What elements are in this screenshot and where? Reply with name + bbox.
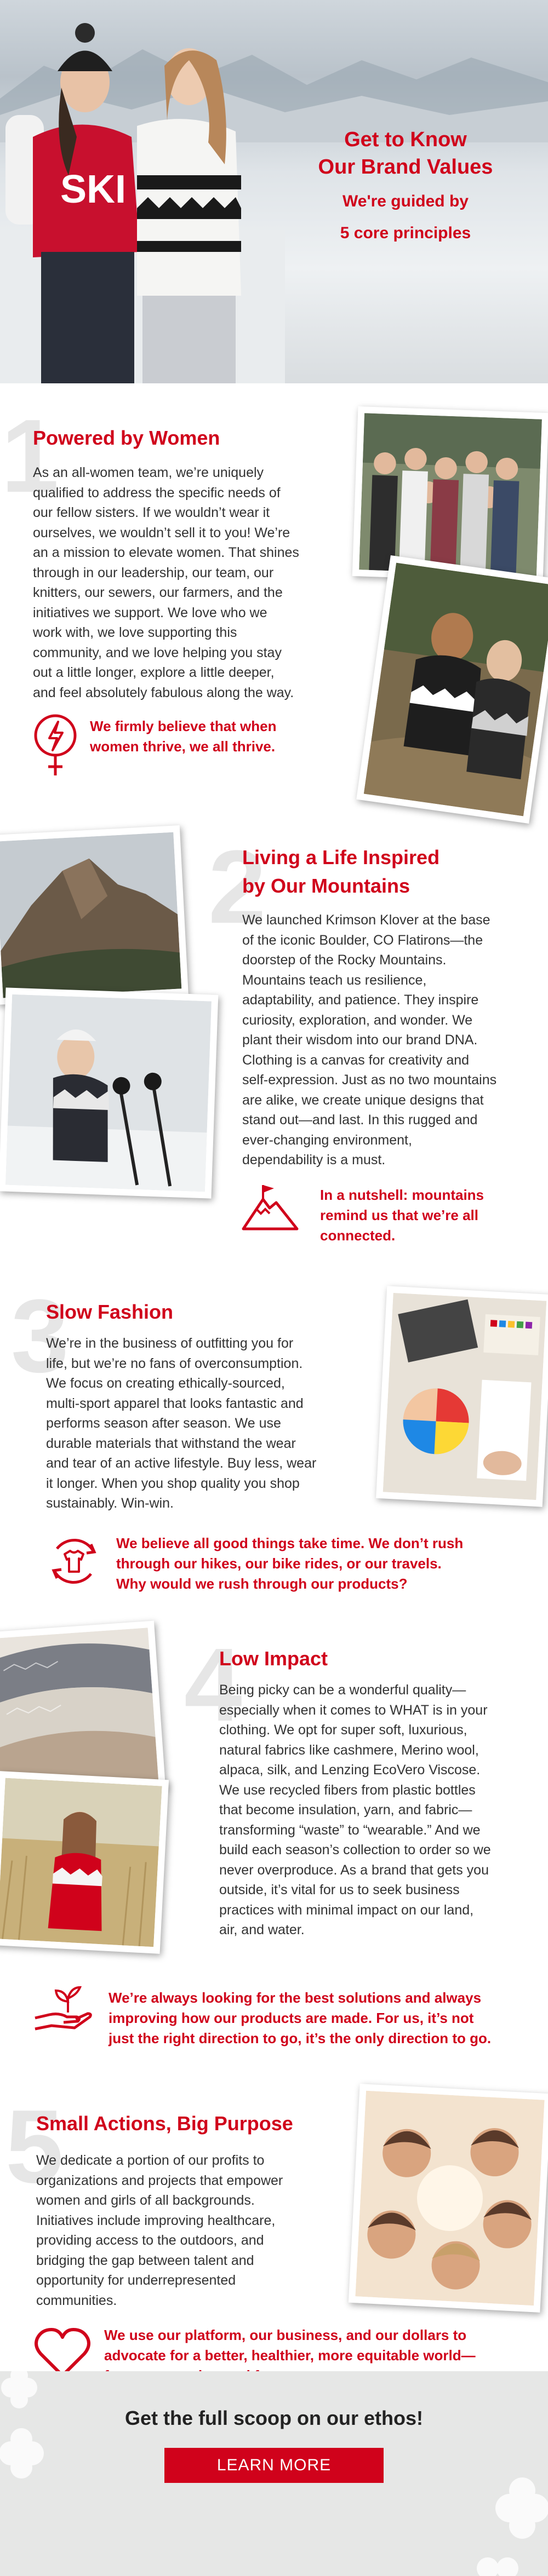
value-section-4 <box>0 1626 548 2046</box>
sweater-lettering: SKI <box>60 168 127 211</box>
section-title: Living a Life Inspired by Our Mountains <box>242 846 440 897</box>
mountain-flag-icon <box>241 1183 299 1231</box>
clover-pattern-left <box>0 2371 77 2503</box>
learn-more-button[interactable]: LEARN MORE <box>164 2448 384 2483</box>
section-callout: We believe all good things take time. We don’t rush through our hikes, our bike rides, or our travels. Why would we rush through our products? <box>116 1535 464 1592</box>
value-section-2 <box>0 810 548 1287</box>
section-number: 3 <box>11 1278 69 1394</box>
hero-banner <box>0 0 548 383</box>
section-title: Small Actions, Big Purpose <box>36 2112 293 2135</box>
section-body: We launched Krimson Klover at the base of the iconic Boulder, CO Flatirons—the doorstep of the Rocky Mountains. Mountains teach us resilience, adaptability, and patience. They inspire curiosity, exploration, and wonder. We plant their wisdom into our brand DNA. Clothing is a canvas for creativity and self-expression. Just as no two mountains are alike, we create unique designs that stand out—and last. In this rugged and ever-changing environment, dependability is a must. <box>242 912 497 1168</box>
hero-subtitle-line-2: 5 core principles <box>340 224 471 242</box>
photo-friends-hiking-trail <box>356 555 548 824</box>
footer-cta <box>0 2371 548 2576</box>
photo-woman-in-field <box>0 1771 169 1954</box>
clover-pattern-right <box>466 2448 548 2576</box>
recycle-shirt-icon <box>45 1532 103 1590</box>
section-number: 4 <box>184 1627 242 1743</box>
section-title: Powered by Women <box>33 427 220 449</box>
footer-title: Get the full scoop on our ethos! <box>125 2407 423 2429</box>
hero-subtitle-line-1: We're guided by <box>342 192 469 210</box>
section-number: 5 <box>5 2089 64 2205</box>
section-callout: We firmly believe that when women thrive, we all thrive. <box>90 718 277 755</box>
section-number: 2 <box>208 829 266 945</box>
value-section-1 <box>0 383 548 810</box>
section-callout: In a nutshell: mountains remind us that we’re all connected. <box>320 1187 484 1244</box>
value-section-5 <box>0 2032 548 2371</box>
photo-group-of-women <box>352 406 548 583</box>
section-body: We dedicate a portion of our profits to organizations and projects that empower women and girls of all backgrounds. Initiatives include improving healthcare, providing access to the outdoors, and bridging the gap between talent and opportunity for underrepresented communities. <box>36 2153 283 2308</box>
section-body: We’re in the business of outfitting you for life, but we’re no fans of overconsumption. We focus on creating ethically-sourced, multi-sport apparel that looks fantastic and performs season after season. We use durable materials that withstand the wear and tear of an active lifestyle. Buy less, wear it longer. When you shop quality you shop sustainably. Win-win. <box>46 1336 317 1511</box>
photo-women-huddle-circle <box>349 2084 548 2313</box>
section-callout: We’re always looking for the best solutions and always improving how our products are made. For us, it’s not just the right direction to go, it’s the only direction to go. <box>109 1990 492 2046</box>
photo-designer-workspace <box>376 1286 548 1507</box>
section-body: Being picky can be a wonderful quality— especially when it comes to WHAT is in your clothing. We opt for super soft, luxurious, natural fabrics like cashmere, Merino wool, alpaca, silk, and Lenzing EcoVero Viscose. We use recycled fibers from plastic bottles that become insulation, yarn, and fabric— transforming “waste” to “wearable.” And we build each season’s collection to order so we never overproduce. As a brand that gets you outside, it’s vital for us to seek business practices with minimal impact on our land, air, and water. <box>219 1682 491 1937</box>
hero-title-line-2: Our Brand Values <box>318 156 493 179</box>
value-section-3 <box>0 1278 548 1626</box>
photo-cross-country-skier <box>0 987 218 1198</box>
hero-text-block <box>285 126 526 244</box>
section-title: Low Impact <box>219 1647 328 1670</box>
photo-flatirons-mountain <box>0 825 189 1005</box>
section-callout: We use our platform, our business, and our dollars to advocate for a better, healthier, more equitable world— <box>104 2327 476 2364</box>
section-number: 1 <box>1 398 59 514</box>
hand-plant-icon <box>33 1985 93 2034</box>
hero-photo-two-women-in-sweaters <box>0 0 285 383</box>
section-body: As an all-women team, we’re uniquely qualified to address the specific needs of our fellow sisters. If we wouldn’t wear it ourselves, we wouldn’t sell it to you! We’re an a mission to elevate women. That shines through in our leadership, our team, our knitters, our sewers, our farmers, and the initiatives we support. We love who we work with, we love supporting this community, and we love helping you stay out a little longer, explore a little deeper, and feel absolutely fabulous along the way. <box>33 465 299 700</box>
female-power-icon <box>32 712 79 778</box>
section-title: Slow Fashion <box>46 1301 174 1323</box>
hero-title-line-1: Get to Know <box>344 128 467 151</box>
